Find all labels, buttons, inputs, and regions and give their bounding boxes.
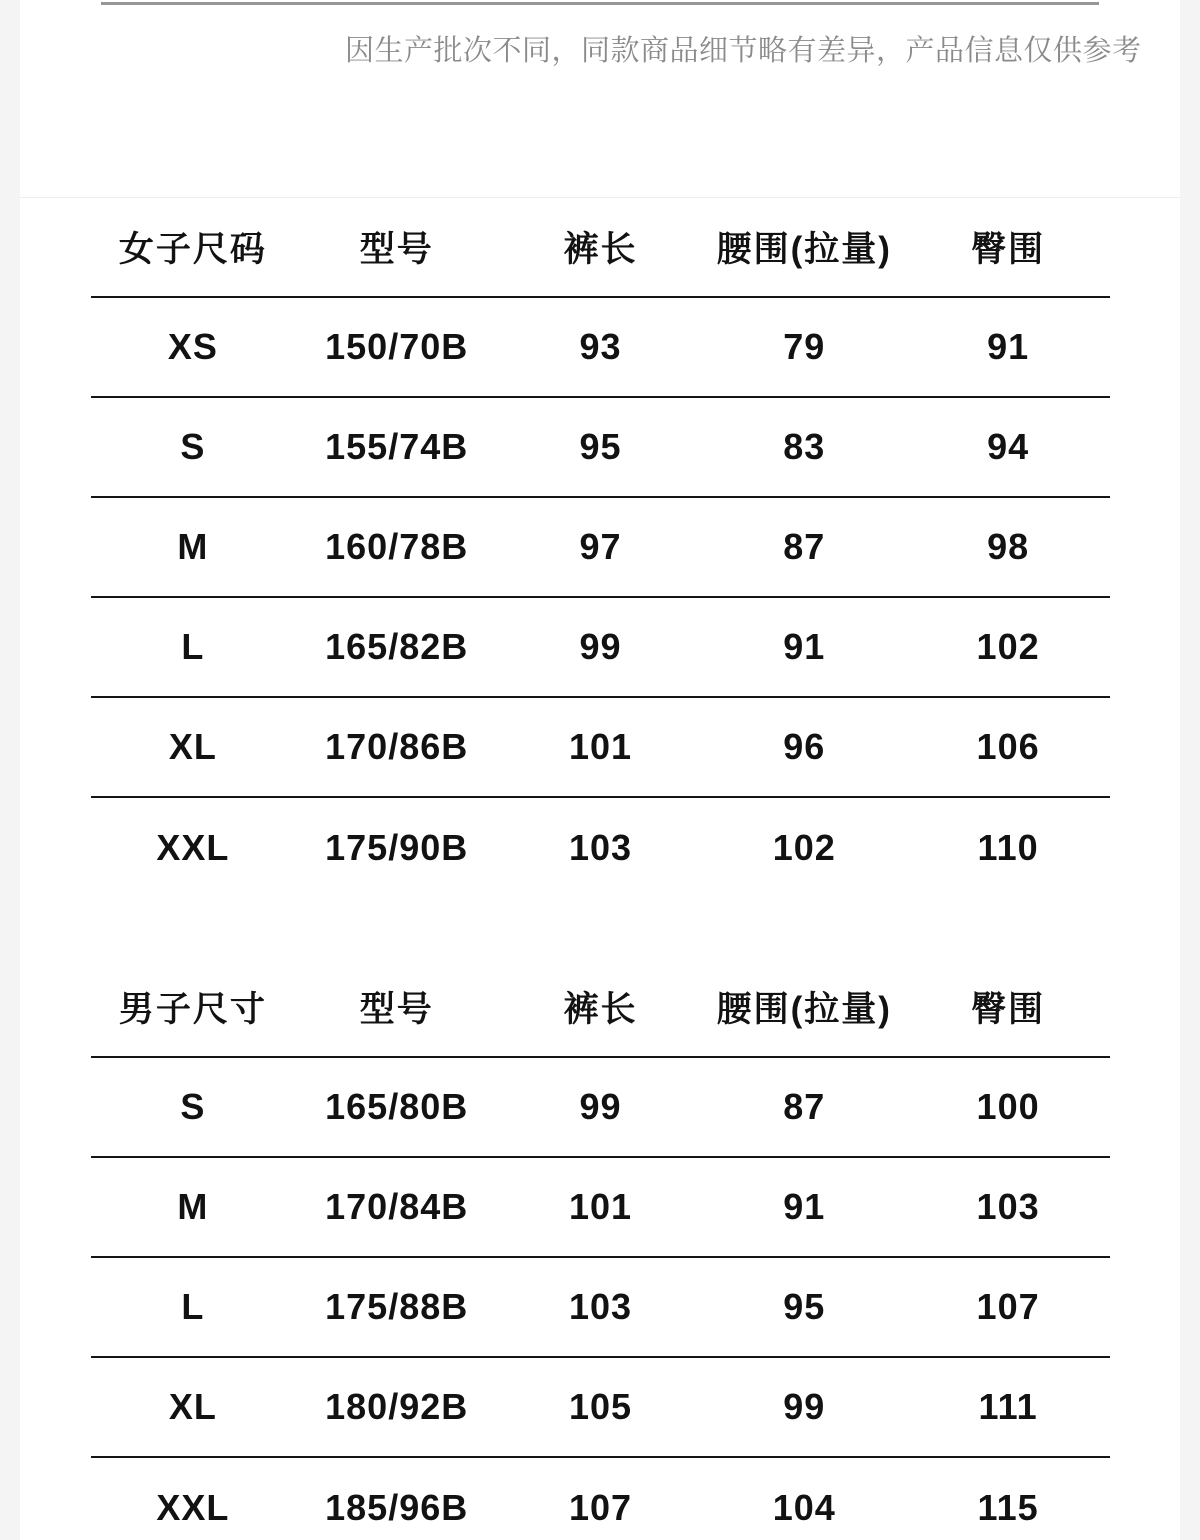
table-cell: 101 bbox=[568, 1186, 633, 1227]
table-row bbox=[91, 1158, 1110, 1258]
table-cell: 99 bbox=[579, 626, 622, 667]
table-row bbox=[91, 1458, 1110, 1540]
table-cell: 102 bbox=[976, 626, 1040, 667]
table-row bbox=[91, 298, 1110, 398]
table-cell: XXL bbox=[156, 1487, 230, 1528]
men-size-table-header bbox=[91, 958, 1110, 1058]
table-header-row bbox=[91, 958, 1110, 1058]
table-cell: 100 bbox=[976, 1086, 1040, 1127]
table-cell: 106 bbox=[976, 726, 1040, 767]
table-cell: M bbox=[177, 526, 209, 567]
table-cell: 111 bbox=[978, 1386, 1038, 1427]
table-row bbox=[91, 598, 1110, 698]
table-cell: 99 bbox=[783, 1386, 826, 1427]
column-header: 型号 bbox=[359, 990, 434, 1029]
table-cell: XS bbox=[167, 326, 218, 367]
table-cell: 87 bbox=[783, 526, 826, 567]
column-header: 男子尺寸 bbox=[118, 990, 267, 1029]
table-cell: 105 bbox=[568, 1386, 633, 1427]
table-cell: S bbox=[180, 426, 206, 467]
table-cell: 165/80B bbox=[325, 1086, 469, 1127]
image-bottom-rule bbox=[101, 2, 1099, 5]
table-cell: 110 bbox=[977, 827, 1039, 868]
table-cell: 93 bbox=[579, 326, 622, 367]
table-cell: 98 bbox=[987, 526, 1030, 567]
men-size-table bbox=[91, 958, 1110, 1540]
table-row bbox=[91, 1258, 1110, 1358]
column-header: 型号 bbox=[359, 230, 434, 269]
table-row bbox=[91, 498, 1110, 598]
table-cell: XL bbox=[168, 726, 217, 767]
table-cell: XXL bbox=[156, 827, 230, 868]
table-cell: 160/78B bbox=[325, 526, 469, 567]
table-cell: 170/84B bbox=[325, 1186, 469, 1227]
table-cell: 103 bbox=[976, 1186, 1040, 1227]
table-cell: 180/92B bbox=[325, 1386, 469, 1427]
women-size-table-header bbox=[91, 198, 1110, 298]
table-cell: 155/74B bbox=[325, 426, 469, 467]
table-cell: 107 bbox=[976, 1286, 1040, 1327]
table-cell: 185/96B bbox=[325, 1487, 469, 1528]
table-cell: 91 bbox=[987, 326, 1030, 367]
table-cell: 99 bbox=[579, 1086, 622, 1127]
table-cell: 175/88B bbox=[325, 1286, 469, 1327]
table-cell: 175/90B bbox=[325, 827, 469, 868]
table-cell: 165/82B bbox=[325, 626, 469, 667]
column-header: 臀围 bbox=[971, 230, 1046, 269]
column-header: 裤长 bbox=[563, 230, 638, 269]
table-cell: 96 bbox=[783, 726, 826, 767]
table-cell: XL bbox=[168, 1386, 217, 1427]
table-cell: 107 bbox=[568, 1487, 633, 1528]
table-row bbox=[91, 398, 1110, 498]
table-cell: 103 bbox=[568, 827, 633, 868]
table-cell: 91 bbox=[783, 626, 826, 667]
table-header-row bbox=[91, 198, 1110, 298]
table-cell: L bbox=[181, 1286, 205, 1327]
column-header: 腰围(拉量) bbox=[716, 990, 892, 1029]
table-cell: 79 bbox=[783, 326, 826, 367]
table-cell: 87 bbox=[783, 1086, 826, 1127]
women-size-table bbox=[91, 198, 1110, 898]
table-cell: 150/70B bbox=[325, 326, 469, 367]
column-header: 女子尺码 bbox=[118, 230, 267, 269]
table-cell: 104 bbox=[772, 1487, 836, 1528]
table-cell: 83 bbox=[783, 426, 826, 467]
women-size-table-body bbox=[91, 298, 1110, 898]
table-cell: 97 bbox=[579, 526, 622, 567]
column-header: 腰围(拉量) bbox=[716, 230, 892, 269]
table-cell: S bbox=[180, 1086, 206, 1127]
table-cell: 115 bbox=[977, 1487, 1039, 1528]
table-cell: 103 bbox=[568, 1286, 633, 1327]
table-row bbox=[91, 1358, 1110, 1458]
table-cell: 95 bbox=[783, 1286, 826, 1327]
table-cell: M bbox=[177, 1186, 209, 1227]
table-row bbox=[91, 798, 1110, 898]
table-cell: 101 bbox=[568, 726, 633, 767]
table-cell: L bbox=[181, 626, 205, 667]
table-cell: 91 bbox=[783, 1186, 826, 1227]
table-row bbox=[91, 698, 1110, 798]
table-row bbox=[91, 1058, 1110, 1158]
table-cell: 102 bbox=[772, 827, 836, 868]
table-cell: 95 bbox=[579, 426, 622, 467]
table-cell: 170/86B bbox=[325, 726, 469, 767]
men-size-table-body bbox=[91, 1058, 1110, 1540]
batch-disclaimer-text: 因生产批次不同，同款商品细节略有差异，产品信息仅供参考 bbox=[345, 35, 1142, 67]
table-cell: 94 bbox=[987, 426, 1030, 467]
column-header: 臀围 bbox=[971, 990, 1046, 1029]
column-header: 裤长 bbox=[563, 990, 638, 1029]
